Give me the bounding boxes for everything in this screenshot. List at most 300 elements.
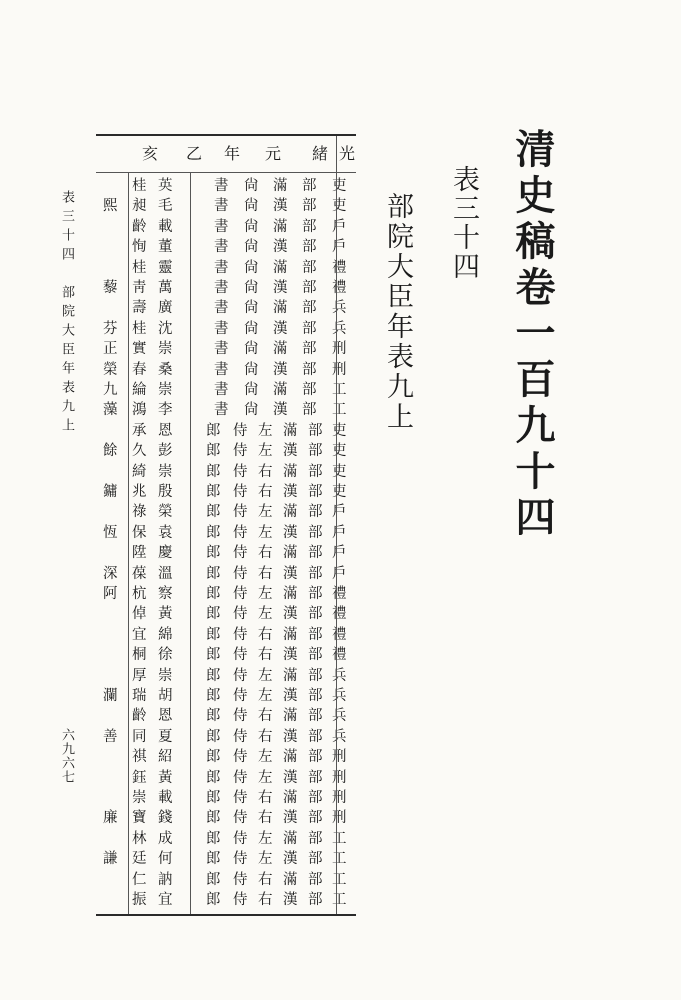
office-char: 侍 [233,545,248,562]
office-char: 部 [308,667,323,684]
officials-table [96,134,356,916]
official-name-char: 鈺 [132,769,147,786]
office-char: 書 [214,361,229,378]
official-name-char: 春 [132,361,147,378]
office-char: 部 [302,178,317,194]
office-char: 侍 [233,606,248,623]
official-name-char: 宜 [158,892,173,908]
table-row [96,196,356,216]
table-row [96,400,356,420]
office-char: 郎 [206,851,221,868]
office-char: 左 [258,586,273,602]
office-char: 侍 [233,688,248,704]
official-name-char: 兆 [132,484,147,500]
office-char: 尙 [244,218,259,235]
office-char: 郎 [206,830,221,847]
volume-title: 清史稿卷一百九十四 [509,128,556,542]
official-name-char: 崇 [158,463,173,480]
office-char: 侍 [233,422,248,439]
header-char: 乙 [186,144,203,163]
table-row [96,258,356,278]
office-char: 漢 [283,484,298,500]
office-char: 禮 [332,259,347,276]
official-name-char: 錢 [158,810,173,827]
office-char: 右 [258,647,273,664]
office-char: 部 [308,463,323,480]
official-name-char: 久 [132,443,147,460]
office-char: 戶 [332,565,347,582]
office-char: 侍 [233,626,248,643]
office-char: 郎 [206,892,221,908]
office-char: 書 [214,239,229,256]
office-char: 滿 [283,749,298,766]
table-row [96,319,356,339]
office-char: 刑 [332,769,347,786]
official-name-char: 載 [158,218,173,235]
office-char: 吏 [332,443,347,460]
table-row [96,604,356,624]
office-char: 郎 [206,524,221,541]
name-continuation-char: 謙 [103,851,118,868]
office-char: 書 [214,402,229,419]
office-char: 兵 [332,320,347,337]
header-divider [96,172,356,173]
official-name-char: 綿 [158,626,173,643]
page-number: 六九六七 [59,728,74,784]
office-char: 滿 [283,626,298,643]
name-continuation-char: 阿 [103,586,118,602]
office-char: 部 [302,320,317,337]
table-row [96,217,356,237]
table-row [96,686,356,706]
office-char: 右 [258,463,273,480]
office-char: 部 [308,810,323,827]
office-char: 禮 [332,647,347,664]
office-char: 書 [214,178,229,194]
office-char: 左 [258,749,273,766]
official-name-char: 靑 [132,280,147,296]
table-row [96,543,356,563]
office-char: 滿 [273,382,288,398]
office-char: 左 [258,443,273,460]
official-name-char: 黃 [158,606,173,623]
office-char: 部 [308,871,323,888]
office-char: 工 [332,892,347,908]
office-char: 郎 [206,606,221,623]
office-char: 尙 [244,198,259,215]
office-char: 部 [308,749,323,766]
office-char: 尙 [244,320,259,337]
column-rule-title [336,136,337,914]
office-char: 刑 [332,361,347,378]
office-char: 漢 [273,198,288,215]
office-char: 部 [302,382,317,398]
office-char: 部 [308,790,323,806]
office-char: 侍 [233,463,248,480]
office-char: 侍 [233,708,248,725]
header-char: 元 [265,144,282,163]
office-char: 吏 [332,463,347,480]
office-char: 漢 [273,239,288,256]
office-char: 書 [214,280,229,296]
office-char: 尙 [244,361,259,378]
table-row [96,808,356,828]
table-row [96,666,356,686]
office-char: 漢 [283,728,298,745]
official-name-char: 胡 [158,688,173,704]
office-char: 尙 [244,402,259,419]
office-char: 戶 [332,218,347,235]
office-char: 郎 [206,810,221,827]
table-row [96,890,356,910]
official-name-char: 紹 [158,749,173,766]
office-char: 吏 [332,198,347,215]
table-row [96,482,356,502]
official-name-char: 承 [132,422,147,439]
office-char: 部 [308,606,323,623]
office-char: 侍 [233,749,248,766]
official-name-char: 保 [132,524,147,541]
office-char: 侍 [233,871,248,888]
office-char: 戶 [332,504,347,521]
office-char: 滿 [283,667,298,684]
office-char: 右 [258,790,273,806]
table-row [96,278,356,298]
office-char: 滿 [273,218,288,235]
office-char: 部 [302,361,317,378]
table-row [96,360,356,380]
name-continuation-char: 恆 [103,524,118,541]
office-char: 部 [308,647,323,664]
office-char: 書 [214,198,229,215]
office-char: 郎 [206,688,221,704]
office-char: 書 [214,320,229,337]
office-char: 侍 [233,830,248,847]
official-name-char: 桑 [158,361,173,378]
office-char: 漢 [283,851,298,868]
office-char: 滿 [283,504,298,521]
office-char: 部 [302,259,317,276]
official-name-char: 崇 [132,790,147,806]
office-char: 郎 [206,586,221,602]
official-name-char: 載 [158,790,173,806]
official-name-char: 齡 [132,708,147,725]
official-name-char: 倬 [132,606,147,623]
table-row [96,625,356,645]
official-name-char: 溫 [158,565,173,582]
official-name-char: 李 [158,402,173,419]
office-char: 刑 [332,790,347,806]
official-name-char: 廣 [158,300,173,317]
office-char: 滿 [283,830,298,847]
official-name-char: 靈 [158,259,173,276]
official-name-char: 沈 [158,320,173,337]
official-name-char: 董 [158,239,173,256]
table-number: 表三十四 [448,165,479,281]
office-char: 左 [258,688,273,704]
official-name-char: 陞 [132,545,147,562]
office-char: 禮 [332,626,347,643]
office-char: 侍 [233,667,248,684]
header-char: 年 [224,144,241,163]
official-name-char: 同 [132,728,147,745]
office-char: 部 [308,708,323,725]
office-char: 郎 [206,443,221,460]
office-char: 郎 [206,504,221,521]
official-name-char: 恩 [158,708,173,725]
official-name-char: 慶 [158,545,173,562]
office-char: 漢 [273,320,288,337]
table-row [96,298,356,318]
office-char: 侍 [233,565,248,582]
office-char: 尙 [244,239,259,256]
official-name-char: 廷 [132,851,147,868]
table-row [96,421,356,441]
header-char: 緒 [312,144,329,163]
office-char: 尙 [244,259,259,276]
name-continuation-char: 藜 [103,280,118,296]
section-title: 部院大臣年表九上 [382,192,413,432]
office-char: 部 [308,830,323,847]
official-name-char: 瑞 [132,688,147,704]
official-name-char: 桂 [132,320,147,337]
office-char: 漢 [283,769,298,786]
official-name-char: 宜 [132,626,147,643]
office-char: 工 [332,402,347,419]
header-char: 亥 [142,144,159,163]
office-char: 郎 [206,749,221,766]
table-row [96,645,356,665]
official-name-char: 昶 [132,198,147,215]
office-char: 部 [302,218,317,235]
office-char: 左 [258,422,273,439]
office-char: 郎 [206,708,221,725]
office-char: 部 [308,565,323,582]
office-char: 戶 [332,239,347,256]
official-name-char: 黃 [158,769,173,786]
office-char: 右 [258,810,273,827]
table-row [96,380,356,400]
column-rule-name [190,172,191,914]
official-name-char: 崇 [158,667,173,684]
table-row [96,176,356,196]
office-char: 漢 [283,606,298,623]
office-char: 刑 [332,810,347,827]
office-char: 右 [258,565,273,582]
office-char: 右 [258,545,273,562]
office-char: 漢 [283,443,298,460]
office-char: 右 [258,708,273,725]
table-row [96,441,356,461]
official-name-char: 袁 [158,524,173,541]
office-char: 工 [332,871,347,888]
office-char: 侍 [233,504,248,521]
table-row [96,462,356,482]
office-char: 部 [308,728,323,745]
office-char: 滿 [273,341,288,358]
table-row [96,339,356,359]
official-name-char: 仁 [132,871,147,888]
office-char: 滿 [283,871,298,888]
official-name-char: 綺 [132,463,147,480]
office-char: 右 [258,728,273,745]
office-char: 部 [302,280,317,296]
office-char: 侍 [233,728,248,745]
office-char: 吏 [332,484,347,500]
office-char: 漢 [273,361,288,378]
office-char: 侍 [233,524,248,541]
official-name-char: 壽 [132,300,147,317]
name-continuation-char: 廉 [103,810,118,827]
name-continuation-char: 瀾 [103,688,118,704]
office-char: 部 [308,892,323,908]
office-char: 郎 [206,422,221,439]
office-char: 漢 [273,280,288,296]
office-char: 漢 [283,565,298,582]
office-char: 漢 [283,647,298,664]
office-char: 部 [308,422,323,439]
office-char: 工 [332,830,347,847]
office-char: 兵 [332,300,347,317]
office-char: 吏 [332,422,347,439]
office-char: 尙 [244,178,259,194]
office-char: 郎 [206,647,221,664]
office-char: 左 [258,830,273,847]
official-name-char: 寶 [132,810,147,827]
office-char: 部 [308,545,323,562]
office-char: 部 [302,300,317,317]
office-char: 郎 [206,545,221,562]
official-name-char: 桂 [132,178,147,194]
office-char: 郎 [206,463,221,480]
official-name-char: 恩 [158,422,173,439]
office-char: 郎 [206,769,221,786]
office-char: 滿 [283,422,298,439]
official-name-char: 葆 [132,565,147,582]
office-char: 漢 [283,892,298,908]
office-char: 尙 [244,280,259,296]
column-rule-note [128,172,129,914]
office-char: 工 [332,851,347,868]
table-row [96,727,356,747]
office-char: 滿 [273,178,288,194]
office-char: 部 [308,443,323,460]
office-char: 右 [258,892,273,908]
office-char: 尙 [244,341,259,358]
office-char: 侍 [233,769,248,786]
office-char: 左 [258,606,273,623]
office-char: 郎 [206,626,221,643]
office-char: 左 [258,667,273,684]
name-continuation-char: 善 [103,728,118,745]
office-char: 工 [332,382,347,398]
office-char: 書 [214,341,229,358]
office-char: 漢 [283,688,298,704]
office-char: 右 [258,626,273,643]
office-char: 滿 [283,708,298,725]
office-char: 部 [302,341,317,358]
table-header-row [96,136,356,172]
table-row [96,768,356,788]
official-name-char: 齡 [132,218,147,235]
official-name-char: 鴻 [132,402,147,419]
office-char: 侍 [233,892,248,908]
official-name-char: 桂 [132,259,147,276]
official-name-char: 察 [158,586,173,602]
office-char: 滿 [283,790,298,806]
official-name-char: 毛 [158,198,173,215]
office-char: 部 [308,504,323,521]
office-char: 侍 [233,647,248,664]
table-row [96,237,356,257]
table-row [96,870,356,890]
office-char: 漢 [283,810,298,827]
margin-running-title: 表三十四 部院大臣年表九上 [59,190,74,437]
office-char: 侍 [233,484,248,500]
office-char: 刑 [332,749,347,766]
table-row [96,564,356,584]
official-name-char: 殷 [158,484,173,500]
office-char: 部 [308,524,323,541]
office-char: 侍 [233,586,248,602]
office-char: 滿 [283,545,298,562]
office-char: 侍 [233,790,248,806]
office-char: 部 [308,626,323,643]
office-char: 兵 [332,688,347,704]
office-char: 左 [258,504,273,521]
office-char: 戶 [332,524,347,541]
official-name-char: 振 [132,892,147,908]
office-char: 書 [214,382,229,398]
office-char: 部 [302,402,317,419]
table-row [96,502,356,522]
official-name-char: 祿 [132,504,147,521]
office-char: 侍 [233,443,248,460]
office-char: 滿 [273,300,288,317]
official-name-char: 恂 [132,239,147,256]
office-char: 部 [308,688,323,704]
office-char: 部 [308,851,323,868]
office-char: 兵 [332,667,347,684]
official-name-char: 訥 [158,871,173,888]
table-row [96,849,356,869]
office-char: 郎 [206,871,221,888]
office-char: 郎 [206,728,221,745]
office-char: 漢 [283,524,298,541]
official-name-char: 徐 [158,647,173,664]
office-char: 左 [258,851,273,868]
office-char: 禮 [332,280,347,296]
office-char: 刑 [332,341,347,358]
office-char: 部 [302,198,317,215]
name-continuation-char: 芬 [103,320,118,337]
official-name-char: 何 [158,851,173,868]
name-continuation-char: 鏞 [103,484,118,500]
office-char: 書 [214,259,229,276]
header-char: 光 [339,144,356,163]
office-char: 部 [308,586,323,602]
office-char: 漢 [273,402,288,419]
official-name-char: 林 [132,830,147,847]
office-char: 書 [214,218,229,235]
official-name-char: 萬 [158,280,173,296]
office-char: 左 [258,524,273,541]
office-char: 郎 [206,565,221,582]
official-name-char: 綸 [132,382,147,398]
office-char: 部 [302,239,317,256]
office-char: 書 [214,300,229,317]
official-name-char: 實 [132,341,147,358]
